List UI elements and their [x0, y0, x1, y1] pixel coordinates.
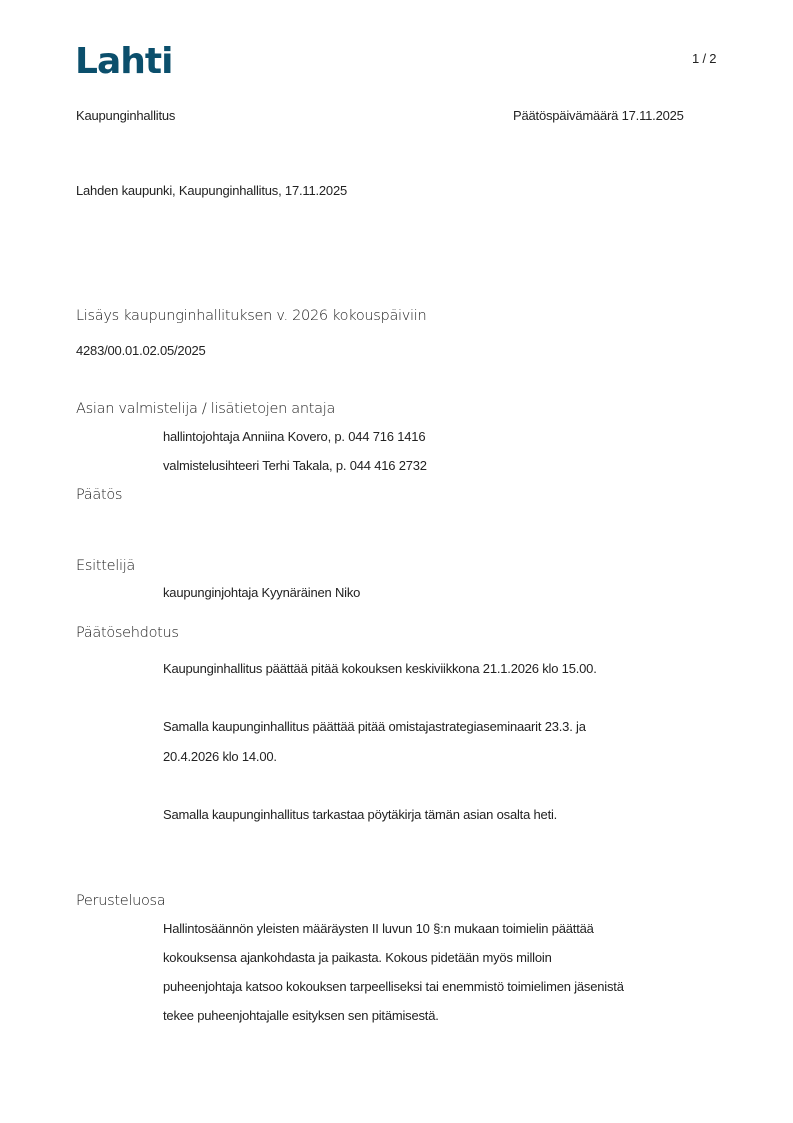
preparer-line: hallintojohtaja Anniina Kovero, p. 044 716 1416: [163, 429, 426, 444]
presenter-heading: Esittelijä: [76, 558, 136, 574]
lahti-logo: Lahti: [75, 41, 173, 82]
page-number: 1 / 2: [692, 51, 717, 66]
rationale-line: Hallintosäännön yleisten määräysten II luvun 10 §:n mukaan toimielin päättää: [163, 921, 594, 936]
proposal-line: Samalla kaupunginhallitus tarkastaa pöytäkirja tämän asian osalta heti.: [163, 807, 558, 822]
rationale-line: puheenjohtaja katsoo kokouksen tarpeelliseksi tai enemmistö toimielimen jäsenistä: [163, 979, 624, 994]
document-title: Lisäys kaupunginhallituksen v. 2026 kokouspäiviin: [76, 308, 427, 324]
body-name: Kaupunginhallitus: [76, 108, 176, 123]
presenter: kaupunginjohtaja Kyynäräinen Niko: [163, 585, 361, 600]
proposal-line: Samalla kaupunginhallitus päättää pitää omistajastrategiaseminaarit 23.3. ja: [163, 719, 586, 734]
proposal-heading: Päätösehdotus: [76, 625, 179, 641]
case-number: 4283/00.01.02.05/2025: [76, 343, 206, 358]
rationale-line: kokouksensa ajankohdasta ja paikasta. Kokous pidetään myös milloin: [163, 950, 552, 965]
decision-heading: Päätös: [76, 487, 123, 503]
rationale-heading: Perusteluosa: [76, 893, 166, 909]
proposal-line: Kaupunginhallitus päättää pitää kokouksen keskiviikkona 21.1.2026 klo 15.00.: [163, 661, 597, 676]
rationale-line: tekee puheenjohtajalle esityksen sen pitämisestä.: [163, 1008, 439, 1023]
proposal-line: 20.4.2026 klo 14.00.: [163, 749, 277, 764]
preparer-heading: Asian valmistelija / lisätietojen antaja: [76, 401, 336, 417]
decision-date: Päätöspäivämäärä 17.11.2025: [513, 108, 684, 123]
meeting-line: Lahden kaupunki, Kaupunginhallitus, 17.11.2025: [76, 183, 348, 198]
preparer-line: valmistelusihteeri Terhi Takala, p. 044 416 2732: [163, 458, 427, 473]
